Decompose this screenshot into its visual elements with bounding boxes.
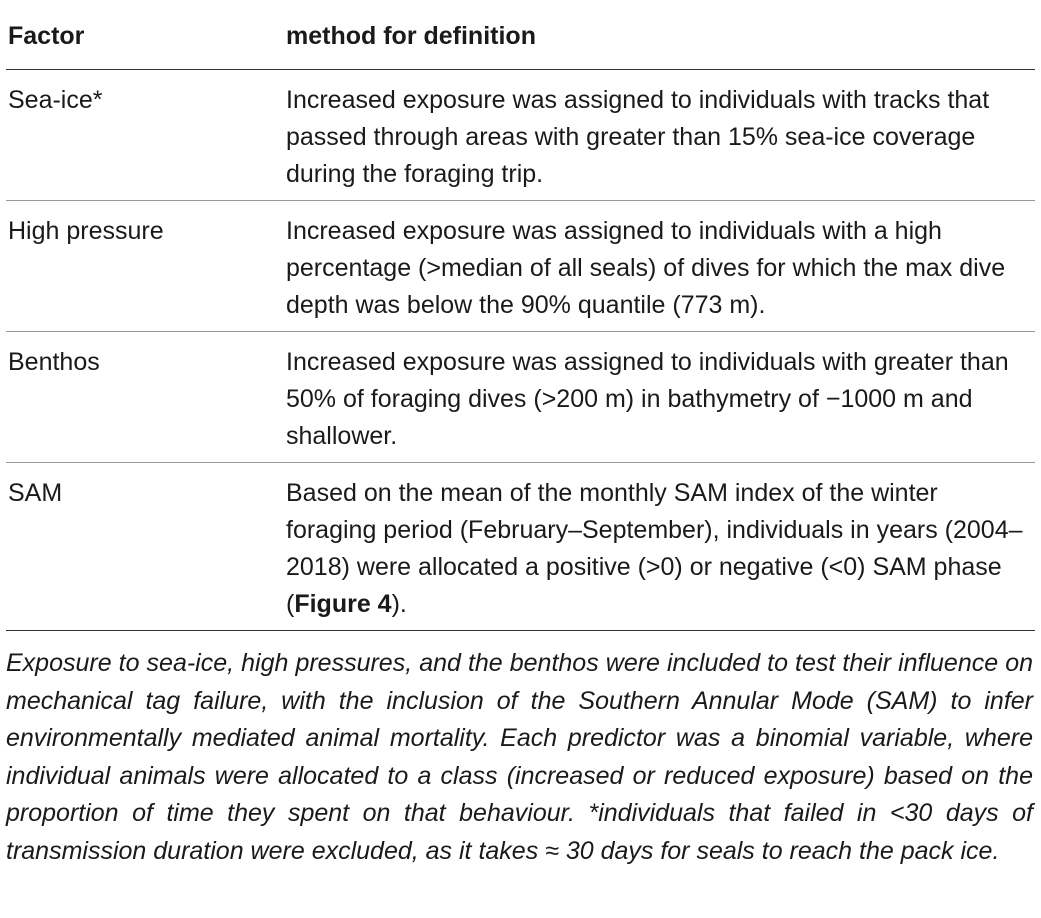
sam-method-text: Based on the mean of the monthly SAM index of the winter foraging period (February–September), individuals in years (2004–2018) were allocated a positive (>0) or negative (<0) SAM phase (	[286, 479, 1023, 618]
header-row	[6, 0, 1035, 70]
row-method-benthos: Increased exposure was assigned to individuals with greater than 50% of foraging dives (>200 m) in bathymetry of −1000 m and shallower.	[286, 332, 1035, 463]
row-factor-high-pressure: High pressure	[6, 201, 286, 332]
factor-definition-table	[6, 0, 1035, 631]
row-method-sea-ice: Increased exposure was assigned to individuals with tracks that passed through areas with greater than 15% sea-ice coverage during the foraging trip.	[286, 70, 1035, 201]
row-method-high-pressure: Increased exposure was assigned to individuals with a high percentage (>median of all seals) of dives for which the max dive depth was below the 90% quantile (773 m).	[286, 201, 1035, 332]
table-caption: Exposure to sea-ice, high pressures, and the benthos were included to test their influence on mechanical tag failure, with the inclusion of the Southern Annular Mode (SAM) to infer environmentally mediated animal mortality. Each predictor was a binomial variable, where individual animals were allocated to a class (increased or reduced exposure) based on the proportion of time they spent on that behaviour. *individuals that failed in <30 days of transmission duration were excluded, as it takes ≈ 30 days for seals to reach the pack ice.	[6, 649, 1033, 865]
table-row	[6, 332, 1035, 463]
sam-method-close: ).	[391, 590, 407, 618]
row-factor-sam: SAM	[6, 463, 286, 631]
header-method: method for definition	[286, 0, 1035, 70]
header-factor: Factor	[6, 0, 286, 70]
row-factor-sea-ice: Sea-ice*	[6, 70, 286, 201]
table-row	[6, 201, 1035, 332]
figure-4-reference[interactable]: Figure 4	[294, 590, 392, 618]
table-row	[6, 463, 1035, 631]
row-method-sam	[286, 463, 1035, 631]
row-factor-benthos: Benthos	[6, 332, 286, 463]
table-body	[6, 70, 1035, 631]
table-row	[6, 70, 1035, 201]
table-header	[6, 0, 1035, 70]
